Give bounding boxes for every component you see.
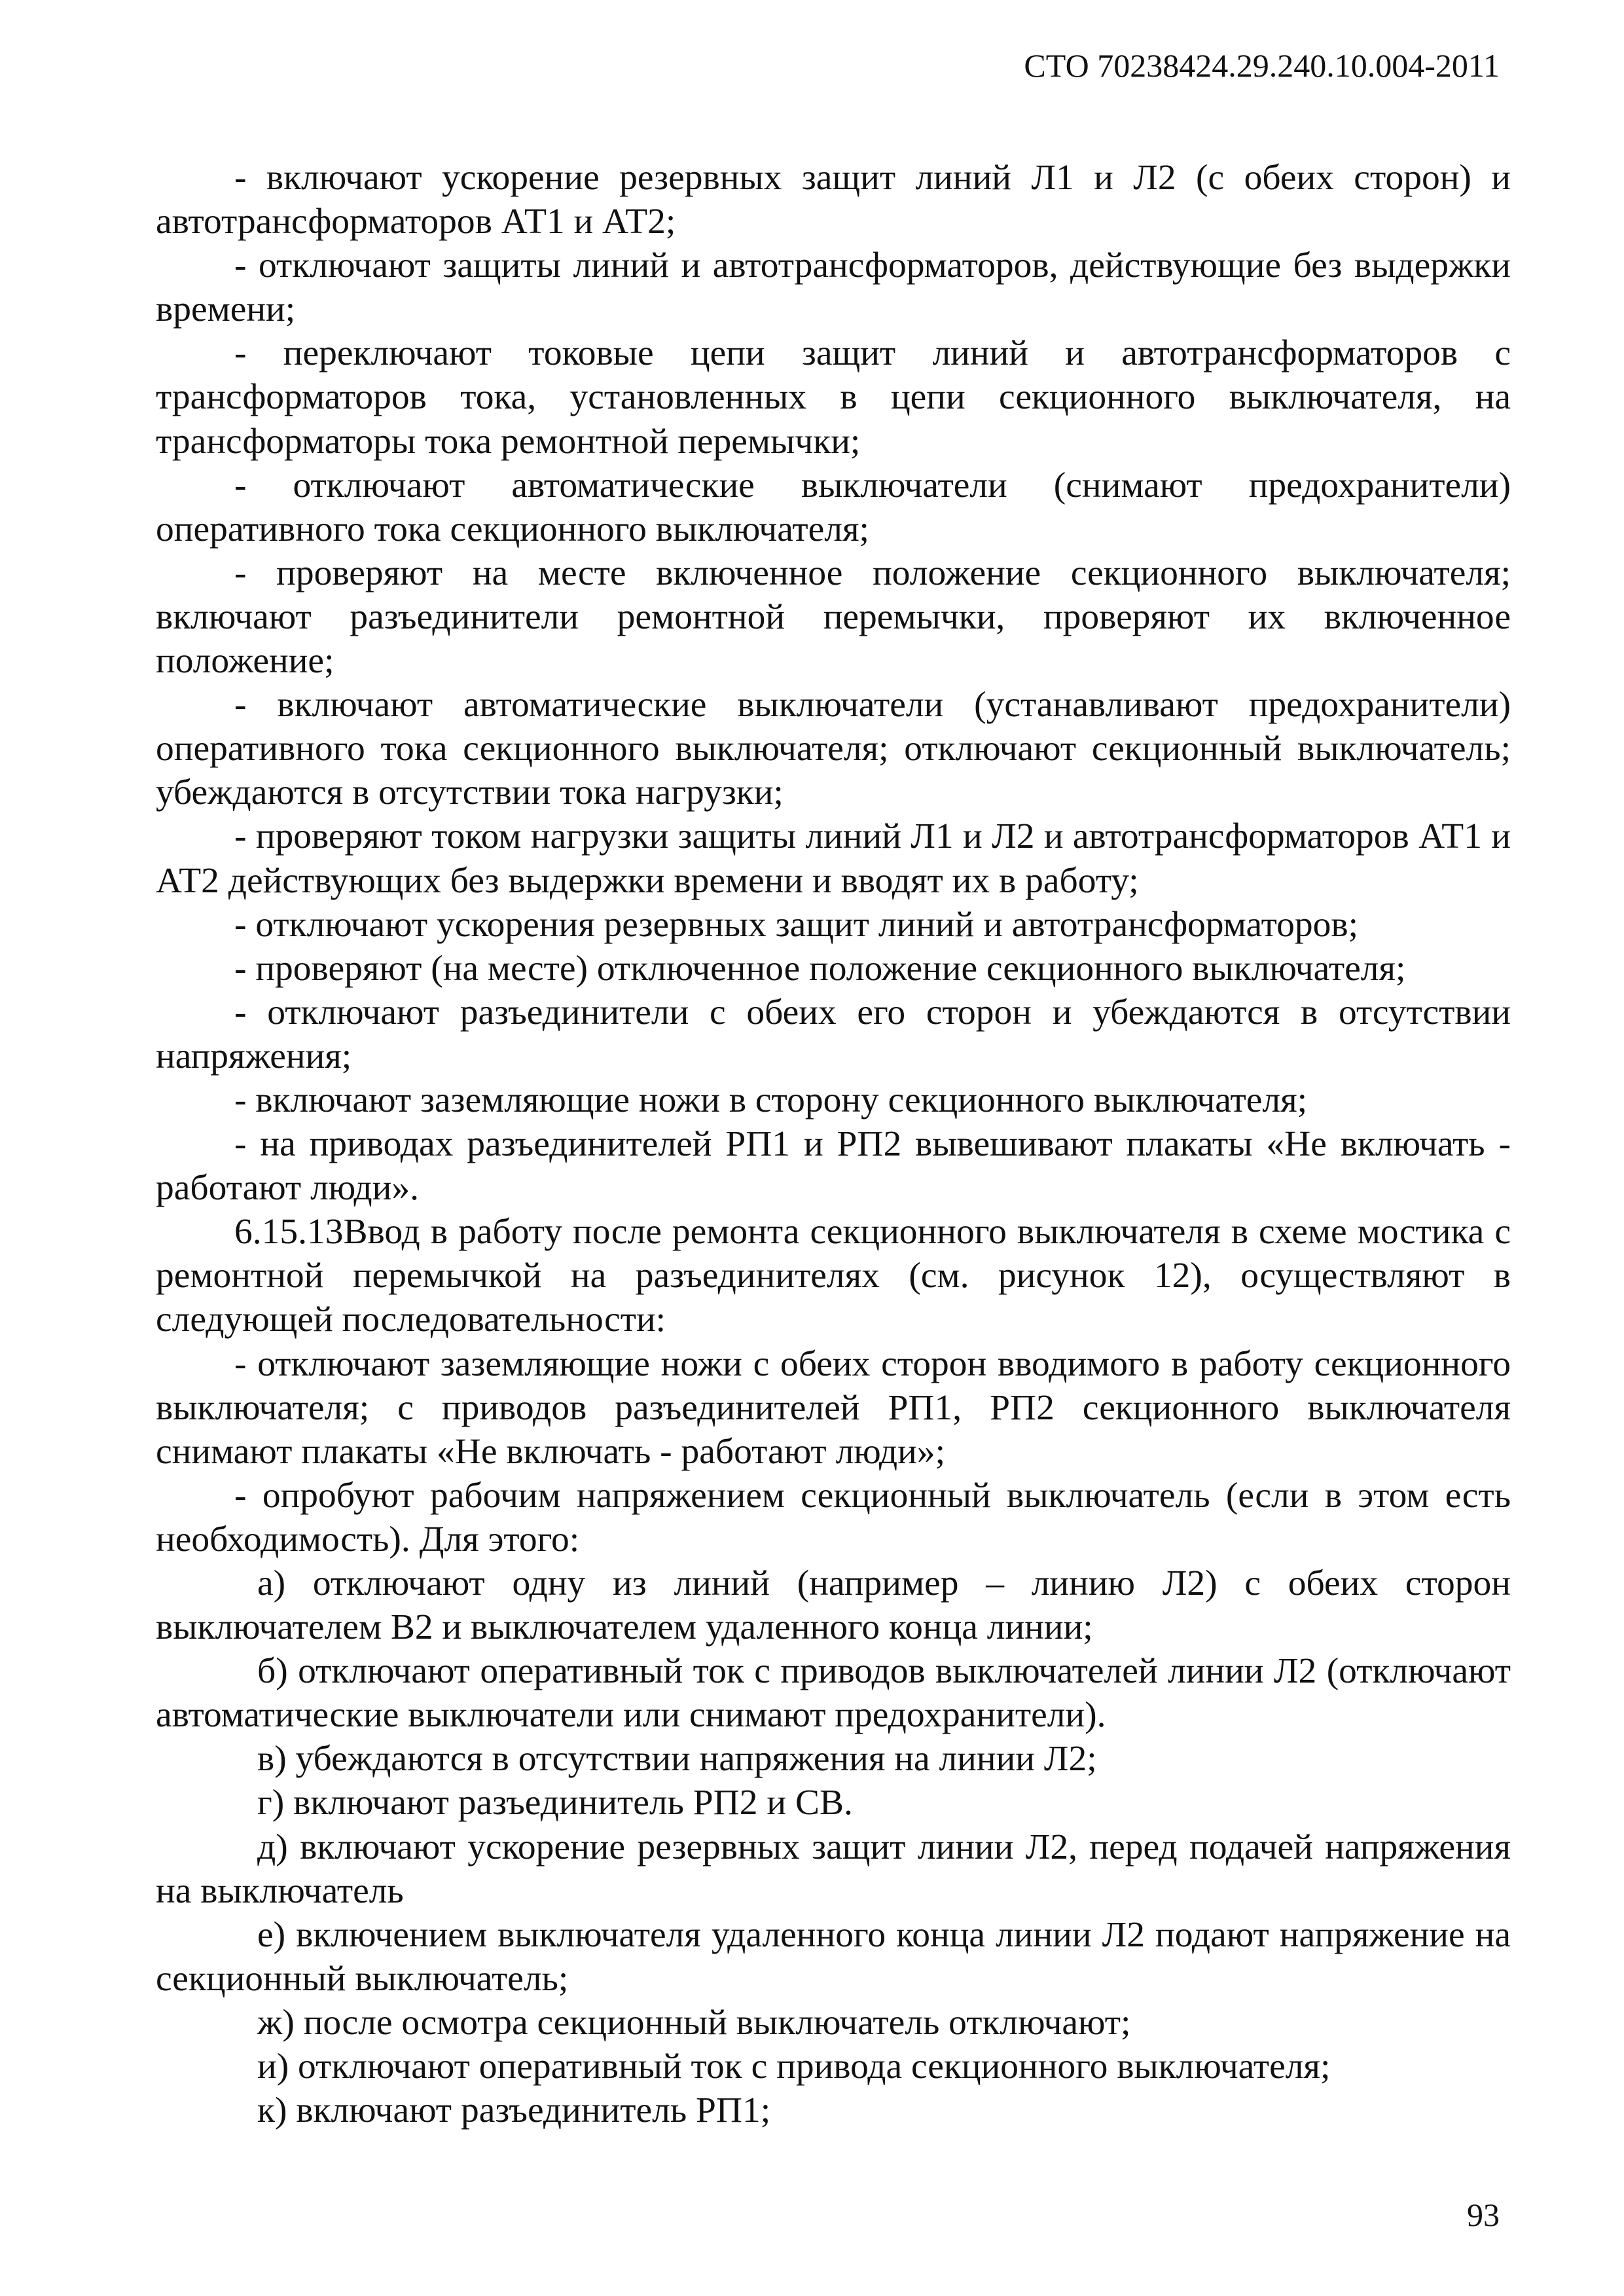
paragraph: - отключают разъединители с обеих его сторон и убеждаются в отсутствии напряжения;	[156, 992, 1511, 1076]
paragraph: - включают ускорение резервных защит линий Л1 и Л2 (с обеих сторон) и автотрансформаторов АТ1 и АТ2;	[156, 158, 1511, 242]
sub-item: к) включают разъединитель РП1;	[257, 2090, 771, 2131]
sub-item: е) включением выключателя удаленного конца линии Л2 подают напряжение на секционный выключатель;	[156, 1914, 1511, 1999]
sub-item: г) включают разъединитель РП2 и СВ.	[257, 1783, 853, 1823]
paragraph: - переключают токовые цепи защит линий и автотрансформаторов с трансформаторов тока, установленных в цепи секционного выключателя, на трансформаторы тока ремонтной перемычки;	[156, 333, 1511, 462]
page-number: 93	[1467, 2196, 1500, 2233]
paragraph: - включают автоматические выключатели (устанавливают предохранители) оперативного тока секционного выключателя; отключают секционный выключатель; убеждаются в отсутствии тока нагрузки;	[156, 685, 1511, 813]
paragraph: - опробуют рабочим напряжением секционный выключатель (если в этом есть необходимость). Для этого:	[156, 1475, 1511, 1559]
sub-item: а) отключают одну из линий (например – линию Л2) с обеих сторон выключателем В2 и выключателем удаленного конца линии;	[156, 1563, 1511, 1648]
paragraph: - отключают ускорения резервных защит линий и автотрансформаторов;	[234, 904, 1359, 945]
paragraph: - отключают автоматические выключатели (снимают предохранители) оперативного тока секционного выключателя;	[156, 465, 1511, 549]
paragraph: - включают заземляющие ножи в сторону секционного выключателя;	[234, 1080, 1308, 1120]
paragraph: - проверяют (на месте) отключенное положение секционного выключателя;	[234, 948, 1406, 989]
document-body	[156, 156, 1511, 2132]
sub-item: б) отключают оперативный ток с приводов выключателей линии Л2 (отключают автоматические выключатели или снимают предохранители).	[156, 1651, 1511, 1736]
paragraph: - на приводах разъединителей РП1 и РП2 вывешивают плакаты «Не включать - работают люди».	[156, 1124, 1511, 1209]
document-code-header: СТО 70238424.29.240.10.004-2011	[1024, 47, 1500, 84]
sub-item: в) убеждаются в отсутствии напряжения на линии Л2;	[257, 1739, 1097, 1779]
paragraph: - проверяют током нагрузки защиты линий Л1 и Л2 и автотрансформаторов АТ1 и АТ2 действующих без выдержки времени и вводят их в работу;	[156, 816, 1511, 901]
paragraph: - отключают защиты линий и автотрансформаторов, действующие без выдержки времени;	[156, 246, 1511, 330]
paragraph: - отключают заземляющие ножи с обеих сторон вводимого в работу секционного выключателя; с приводов разъединителей РП1, РП2 секционного выключателя снимают плакаты «Не включать - работают люди»;	[156, 1343, 1511, 1472]
paragraph: - проверяют на месте включенное положение секционного выключателя; включают разъединители ремонтной перемычки, проверяют их включенное положение;	[156, 553, 1511, 682]
sub-item: и) отключают оперативный ток с привода секционного выключателя;	[257, 2047, 1331, 2087]
section-heading-paragraph: 6.15.13Ввод в работу после ремонта секционного выключателя в схеме мостика с ремонтной перемычкой на разъединителях (см. рисунок 12), осуществляют в следующей последовательности:	[156, 1212, 1511, 1340]
sub-item: д) включают ускорение резервных защит линии Л2, перед подачей напряжения на выключатель	[156, 1827, 1511, 1911]
sub-item: ж) после осмотра секционный выключатель отключают;	[257, 2002, 1131, 2043]
